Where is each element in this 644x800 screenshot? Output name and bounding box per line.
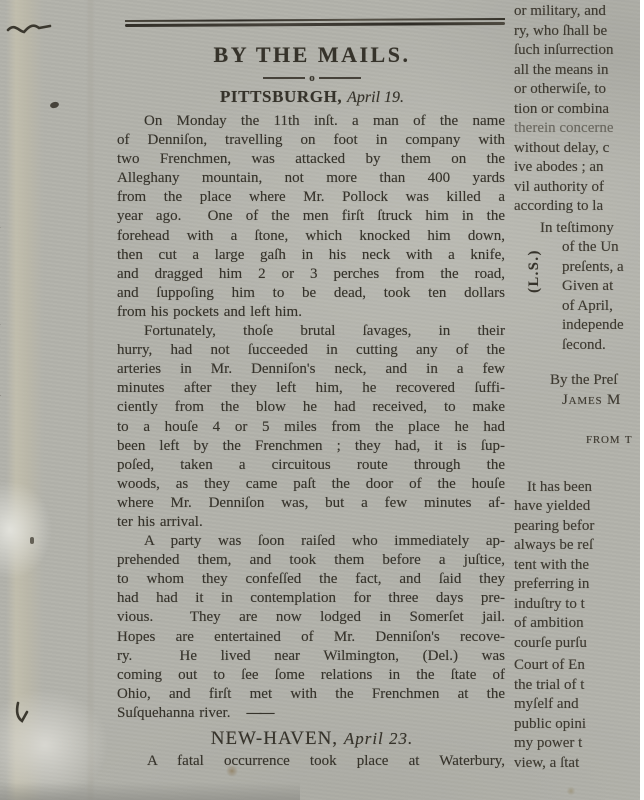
right-column-line: public opini	[514, 715, 587, 732]
right-column-line: ſuch inſurrection	[514, 42, 614, 58]
article-line: year ago. One of the men firſt ſtruck him in the	[117, 208, 505, 225]
right-column-line: the trial of t	[514, 676, 585, 693]
right-column-line: without delay, c	[514, 139, 610, 156]
right-column-line: my power t	[514, 735, 583, 751]
right-column-line: courſe purſu	[514, 634, 587, 651]
right-column	[514, 2, 644, 773]
right-column-line: or otherwiſe, to	[514, 81, 607, 97]
double-rule	[125, 18, 505, 27]
right-column-line: tent with the	[514, 556, 589, 573]
article-line: Hopes are entertained of Mr. Denniſon's recove-	[117, 628, 505, 645]
dateline-date: April 23.	[343, 729, 414, 748]
right-column-line: therein concerne	[514, 120, 614, 136]
right-column-line: Court of En	[514, 657, 585, 673]
right-column-line: myſelf and	[514, 696, 579, 712]
seal-ls-rotated: (L.S.)	[525, 249, 542, 293]
right-column-line: of April,	[562, 297, 613, 314]
article-line: ry. He lived near Wilmington, (Del.) was	[117, 647, 505, 664]
article-line: then cut a large gaſh in his neck with a knife,	[117, 246, 505, 263]
divider-ornament: o	[309, 72, 315, 84]
dateline-newhaven	[117, 727, 507, 750]
right-column-line: ive abodes ; an	[514, 159, 604, 175]
ink-spot-small	[30, 537, 34, 544]
right-column-line: tion or combina	[514, 100, 609, 117]
right-column-line: ry, who ſhall be	[514, 22, 608, 39]
article-line: hurry, had not ſucceeded in cutting any of the	[117, 342, 505, 359]
article-line: minutes after they left him, he recovered ſuffi-	[117, 380, 505, 397]
cutoff-edge-letters	[0, 196, 6, 408]
right-column-line: James M	[562, 391, 622, 408]
article-body	[117, 112, 507, 723]
right-column-line: have yielded	[514, 498, 591, 514]
right-column-line: preſents, a	[562, 258, 624, 275]
right-column-line: It has been	[527, 478, 592, 495]
divider-bar	[319, 77, 361, 79]
right-column-line: always be reſ	[514, 537, 594, 553]
right-column-line: or military, and	[514, 3, 606, 19]
end-dash: ——	[246, 704, 273, 721]
article-closing-line: A fatal occurrence took place at Waterbury,	[147, 753, 505, 769]
article-line: coming out to ſee ſome relations in the ſtate of	[117, 666, 505, 683]
right-column-line: from t	[586, 431, 633, 447]
article-line: woods, as they came paſt the door of the houſe	[117, 475, 505, 492]
right-column-line: ſecond.	[562, 336, 606, 353]
right-column-line: view, a ſtat	[514, 754, 580, 771]
article-line: of Denniſon, travelling on foot in company with	[117, 132, 505, 149]
dateline-pittsburgh	[117, 86, 507, 108]
article-line: Fortunately, thoſe brutal ſavages, in their	[144, 323, 505, 340]
right-column-line: Given at	[562, 278, 614, 294]
article-line: prehended them, and took them before a juſtice,	[117, 552, 505, 569]
right-column-line: By the Preſ	[550, 372, 618, 388]
article-line: and ſuppoſing him to be dead, took ten dollars	[117, 284, 505, 301]
article-line: vious. They are now lodged in Somerſet jail.	[117, 609, 505, 626]
right-column-line: all the means in	[514, 61, 609, 78]
article-line: from the place where Mr. Pollock was killed a	[117, 189, 505, 206]
left-column	[117, 0, 507, 771]
article-line: ciently from the blow he had received, to make	[117, 399, 505, 416]
article-line: poſed, taken a circuitous route through the	[117, 456, 505, 473]
article-line: A party was ſoon raiſed who immediately ap-	[144, 533, 505, 550]
divider-bar	[263, 77, 305, 79]
right-column-line: In teſtimony	[540, 219, 614, 236]
right-column-line: vil authority of	[514, 178, 604, 195]
right-column-line: pearing befor	[514, 517, 595, 534]
ink-spot	[49, 101, 59, 109]
rule-thick	[125, 22, 505, 27]
article-line: ter his arrival.	[117, 513, 203, 530]
right-column-line: of ambition	[514, 615, 584, 631]
article-line: to a houſe 4 or 5 miles from the place he had	[117, 418, 505, 435]
article-line: Ohio, and firſt met with the Frenchmen at the	[117, 685, 505, 702]
article-line: to whom they confeſſed the fact, and ſaid they	[117, 571, 505, 588]
right-column-line: preferring in	[514, 576, 590, 592]
article-line: Suſquehanna river. ——	[117, 704, 273, 721]
scan-edge-shadow	[0, 782, 300, 800]
right-column-line: according to la	[514, 198, 604, 214]
article-line: had had it in contemplation for three days pre-	[117, 590, 505, 607]
dateline-place: NEW-HAVEN,	[210, 728, 339, 749]
article-line: two Frenchmen, was attacked by them on the	[117, 151, 505, 168]
right-column-line: of the Un	[562, 239, 619, 255]
article-line: where Mr. Denniſon was, but a few minutes af-	[117, 494, 505, 511]
article-line: been left by the Frenchmen ; they had, it is ſup-	[117, 437, 505, 454]
ornament-divider	[117, 72, 507, 84]
article-line: from his pockets and left him.	[117, 303, 302, 320]
article-line: Alleghany mountain, not more than 400 yards	[117, 170, 505, 187]
article-line: and dragged him 2 or 3 perches from the road,	[117, 265, 505, 282]
ink-smudge-bird-mark	[6, 20, 52, 38]
article-line: arteries in Mr. Denniſon's neck, and in a few	[117, 361, 505, 378]
dateline-place: PITTSBURGH,	[219, 87, 343, 106]
right-column-line: induſtry to t	[514, 595, 585, 612]
dateline-date: April 19.	[347, 89, 405, 106]
article-line: forehead with a ſtone, which knocked him down,	[117, 227, 505, 244]
ink-squiggle-mark	[14, 700, 30, 728]
section-title: BY THE MAILS.	[213, 42, 411, 67]
right-column-line: independe	[562, 317, 624, 333]
article-line: On Monday the 11th inſt. a man of the name	[144, 113, 505, 129]
